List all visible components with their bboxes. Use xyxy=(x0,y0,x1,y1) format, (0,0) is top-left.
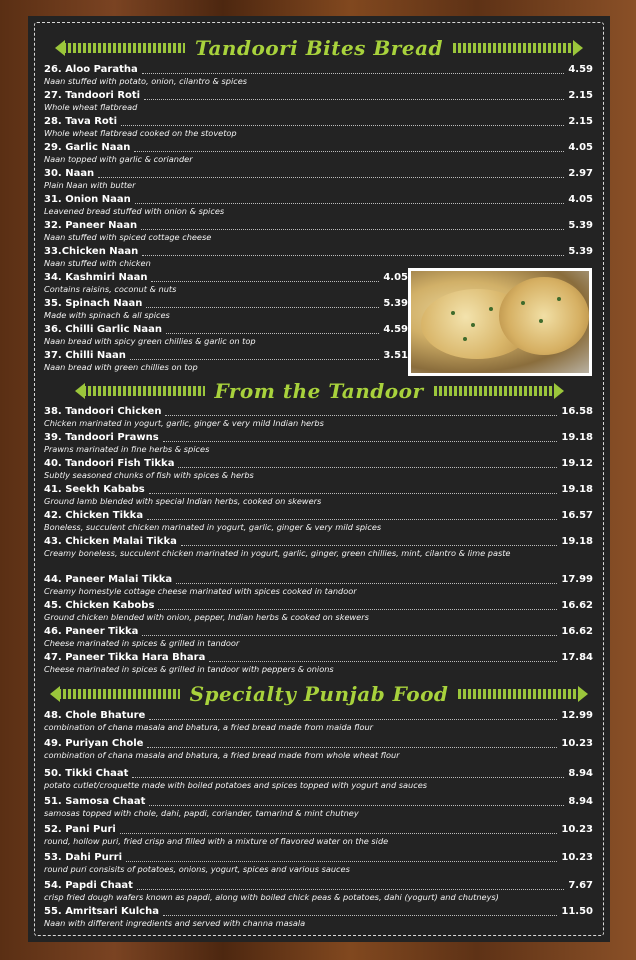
section-title: Specialty Punjab Food xyxy=(189,682,449,706)
item-description: Ground lamb blended with special Indian herbs, cooked on skewers xyxy=(44,496,322,506)
item-description: Contains raisins, coconut & nuts xyxy=(44,284,177,294)
menu-item xyxy=(44,852,593,874)
item-name: 52. Pani Puri xyxy=(44,824,116,835)
item-price: 16.62 xyxy=(561,626,593,637)
item-price: 5.39 xyxy=(568,220,593,231)
item-name: 45. Chicken Kabobs xyxy=(44,600,155,611)
item-price: 16.57 xyxy=(561,510,593,521)
item-price: 10.23 xyxy=(561,824,593,835)
item-description: Naan stuffed with chicken xyxy=(44,258,151,268)
menu-item xyxy=(44,652,593,674)
item-description: round, hollow puri, fried crisp and filled with a mixture of flavored water on the side xyxy=(44,836,389,846)
menu-item xyxy=(44,90,593,112)
item-name: 44. Paneer Malai Tikka xyxy=(44,574,173,585)
item-description: Prawns marinated in fine herbs & spices xyxy=(44,444,210,454)
item-description: crisp fried dough wafers known as papdi, along with boiled chick peas & potatoes, dahi (yogurt) and chutneys) xyxy=(44,892,499,902)
menu-item xyxy=(44,64,593,86)
item-description: Plain Naan with butter xyxy=(44,180,136,190)
item-name: 55. Amritsari Kulcha xyxy=(44,906,159,917)
item-name: 39. Tandoori Prawns xyxy=(44,432,159,443)
menu-item xyxy=(44,298,408,320)
menu-item xyxy=(44,350,408,372)
item-price: 17.99 xyxy=(561,574,593,585)
item-description: potato cutlet/croquette made with boiled potatoes and spices topped with yogurt and sauces xyxy=(44,780,428,790)
item-description: Whole wheat flatbread cooked on the stovetop xyxy=(44,128,237,138)
item-name: 38. Tandoori Chicken xyxy=(44,406,162,417)
item-name: 54. Papdi Chaat xyxy=(44,880,133,891)
menu-item xyxy=(44,796,593,818)
item-price: 4.59 xyxy=(568,64,593,75)
item-name: 27. Tandoori Roti xyxy=(44,90,141,101)
menu-item xyxy=(44,432,593,454)
item-price: 5.39 xyxy=(383,298,408,309)
section-title: From the Tandoor xyxy=(214,379,424,403)
item-price: 17.84 xyxy=(561,652,593,663)
item-name: 49. Puriyan Chole xyxy=(44,738,144,749)
item-description: Naan topped with garlic & coriander xyxy=(44,154,193,164)
menu-item xyxy=(44,510,593,532)
item-name: 30. Naan xyxy=(44,168,95,179)
menu-item xyxy=(44,626,593,648)
item-name: 33.Chicken Naan xyxy=(44,246,139,257)
item-description: Made with spinach & all spices xyxy=(44,310,170,320)
item-description: Naan bread with green chillies on top xyxy=(44,362,198,372)
item-price: 19.12 xyxy=(561,458,593,469)
menu-item xyxy=(44,246,593,268)
menu-item xyxy=(44,536,593,558)
item-price: 10.23 xyxy=(561,852,593,863)
item-description: Cheese marinated in spices & grilled in tandoor with peppers & onions xyxy=(44,664,334,674)
left-arrow-icon xyxy=(58,689,180,699)
menu-item xyxy=(44,600,593,622)
menu-board xyxy=(28,16,610,942)
menu-item xyxy=(44,406,593,428)
section-header-punjab xyxy=(28,679,610,709)
item-description: Naan with different ingredients and served with channa masala xyxy=(44,918,306,928)
item-name: 46. Paneer Tikka xyxy=(44,626,139,637)
item-name: 43. Chicken Malai Tikka xyxy=(44,536,177,547)
menu-item xyxy=(44,142,593,164)
item-name: 29. Garlic Naan xyxy=(44,142,131,153)
item-price: 12.99 xyxy=(561,710,593,721)
item-description: Subtly seasoned chunks of fish with spices & herbs xyxy=(44,470,254,480)
item-description: Ground chicken blended with onion, pepper, Indian herbs & cooked on skewers xyxy=(44,612,369,622)
menu-item xyxy=(44,574,593,596)
item-description: round puri consisits of potatoes, onions, yogurt, spices and various sauces xyxy=(44,864,350,874)
item-description: Naan stuffed with spiced cottage cheese xyxy=(44,232,212,242)
naan-photo xyxy=(408,268,592,376)
left-arrow-icon xyxy=(63,43,185,53)
menu-item xyxy=(44,220,593,242)
item-description: Boneless, succulent chicken marinated in yogurt, garlic, ginger & very mild spices xyxy=(44,522,382,532)
menu-item xyxy=(44,906,593,928)
item-price: 4.05 xyxy=(383,272,408,283)
item-name: 35. Spinach Naan xyxy=(44,298,143,309)
item-name: 47. Paneer Tikka Hara Bhara xyxy=(44,652,206,663)
item-name: 32. Paneer Naan xyxy=(44,220,138,231)
menu-item xyxy=(44,880,593,902)
item-name: 50. Tikki Chaat xyxy=(44,768,129,779)
menu-item xyxy=(44,324,408,346)
item-description: samosas topped with chole, dahi, papdi, coriander, tamarind & mint chutney xyxy=(44,808,359,818)
menu-item xyxy=(44,116,593,138)
item-description: Creamy boneless, succulent chicken marinated in yogurt, garlic, ginger, green chillies, mint, cilantro & lime paste xyxy=(44,548,511,558)
item-price: 2.97 xyxy=(568,168,593,179)
item-name: 48. Chole Bhature xyxy=(44,710,146,721)
menu-item xyxy=(44,168,593,190)
item-price: 19.18 xyxy=(561,432,593,443)
item-price: 3.51 xyxy=(383,350,408,361)
menu-item xyxy=(44,484,593,506)
item-description: combination of chana masala and bhatura, a fried bread made from maida flour xyxy=(44,722,374,732)
right-arrow-icon xyxy=(434,386,556,396)
item-name: 37. Chilli Naan xyxy=(44,350,126,361)
item-description: Cheese marinated in spices & grilled in tandoor xyxy=(44,638,240,648)
item-name: 26. Aloo Paratha xyxy=(44,64,138,75)
item-price: 4.05 xyxy=(568,142,593,153)
item-price: 19.18 xyxy=(561,484,593,495)
item-description: Naan stuffed with potato, onion, cilantro & spices xyxy=(44,76,248,86)
menu-item xyxy=(44,272,408,294)
item-name: 51. Samosa Chaat xyxy=(44,796,146,807)
item-description: Chicken marinated in yogurt, garlic, ginger & very mild Indian herbs xyxy=(44,418,324,428)
item-price: 2.15 xyxy=(568,116,593,127)
item-name: 36. Chilli Garlic Naan xyxy=(44,324,162,335)
item-price: 16.62 xyxy=(561,600,593,611)
item-price: 5.39 xyxy=(568,246,593,257)
item-price: 2.15 xyxy=(568,90,593,101)
item-name: 34. Kashmiri Naan xyxy=(44,272,148,283)
section-header-tandoor xyxy=(28,376,610,406)
item-price: 19.18 xyxy=(561,536,593,547)
menu-item xyxy=(44,194,593,216)
section-header-bread xyxy=(28,33,610,63)
section-title: Tandoori Bites Bread xyxy=(194,36,444,60)
item-description: Naan bread with spicy green chillies & garlic on top xyxy=(44,336,256,346)
right-arrow-icon xyxy=(453,43,575,53)
menu-item xyxy=(44,824,593,846)
item-description: Creamy homestyle cottage cheese marinated with spices cooked in tandoor xyxy=(44,586,357,596)
item-name: 41. Seekh Kababs xyxy=(44,484,145,495)
item-price: 8.94 xyxy=(568,768,593,779)
menu-item xyxy=(44,738,593,760)
item-price: 8.94 xyxy=(568,796,593,807)
right-arrow-icon xyxy=(458,689,580,699)
item-description: Leavened bread stuffed with onion & spices xyxy=(44,206,225,216)
item-name: 31. Onion Naan xyxy=(44,194,131,205)
item-price: 10.23 xyxy=(561,738,593,749)
menu-item xyxy=(44,768,593,790)
item-name: 42. Chicken Tikka xyxy=(44,510,144,521)
left-arrow-icon xyxy=(83,386,205,396)
item-price: 7.67 xyxy=(568,880,593,891)
menu-item xyxy=(44,710,593,732)
item-price: 11.50 xyxy=(561,906,593,917)
item-price: 16.58 xyxy=(561,406,593,417)
item-description: combination of chana masala and bhatura, a fried bread made from whole wheat flour xyxy=(44,750,400,760)
item-price: 4.59 xyxy=(383,324,408,335)
item-name: 53. Dahi Purri xyxy=(44,852,123,863)
menu-item xyxy=(44,458,593,480)
item-description: Whole wheat flatbread xyxy=(44,102,138,112)
item-name: 28. Tava Roti xyxy=(44,116,118,127)
item-price: 4.05 xyxy=(568,194,593,205)
item-name: 40. Tandoori Fish Tikka xyxy=(44,458,175,469)
